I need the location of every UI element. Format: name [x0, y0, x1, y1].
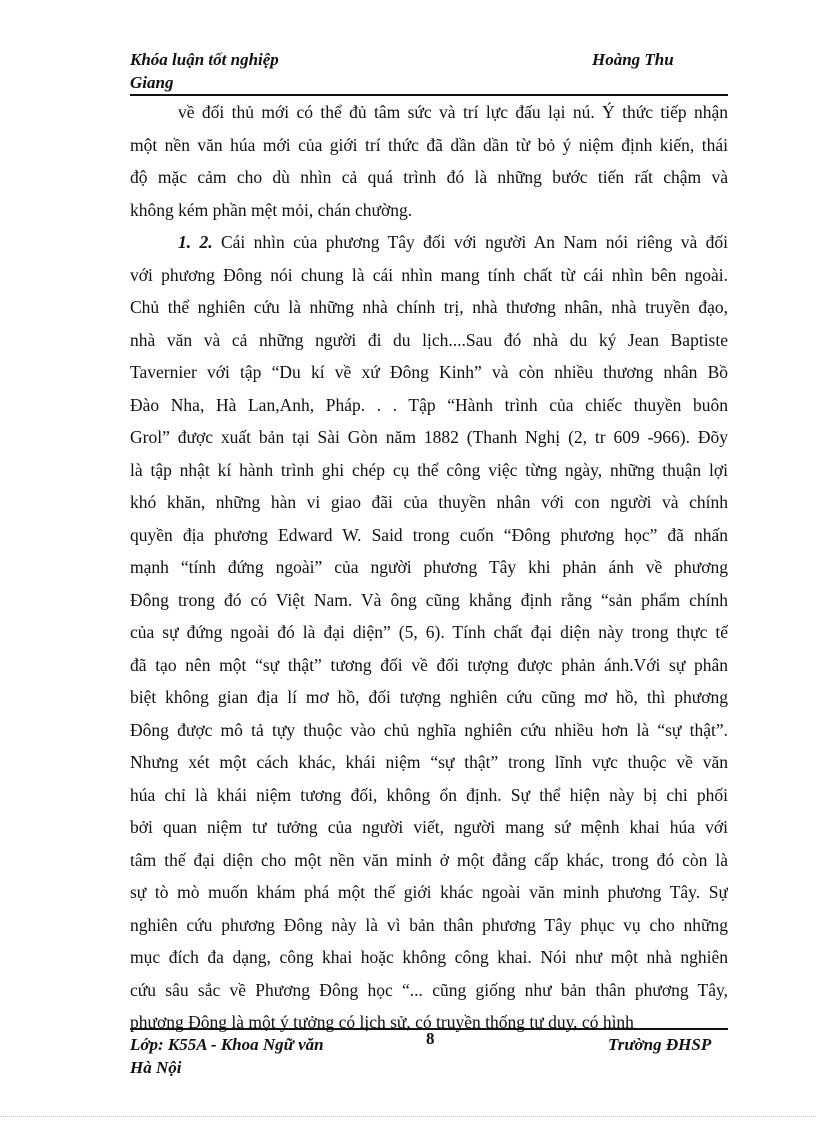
header-author-continuation: Giang: [130, 73, 174, 92]
section-line: quyền địa phương Edward W. Said trong cuốn “Đông phương học” đã nhấn: [130, 524, 728, 545]
section-line: bởi quan niệm tư tưởng của người viết, người mang sứ mệnh khai húa với: [130, 817, 728, 837]
page-header: [130, 48, 728, 94]
page-edge-divider: [0, 1116, 816, 1117]
section-line: với phương Đông nói chung là cái nhìn mang tính chất từ cái nhìn bên ngoài.: [130, 264, 728, 285]
body-line: độ mặc cảm cho dù nhìn cả quá trình đó là những bước tiến rất chậm và: [130, 167, 728, 187]
header-thesis-label: Khóa luận tốt nghiệp: [130, 50, 279, 69]
section-line: Chủ thể nghiên cứu là những nhà chính trị, nhà thương nhân, nhà truyền đạo,: [130, 297, 728, 317]
body-line: một nền văn húa mới của giới trí thức đã dần dần từ bỏ ý niệm định kiến, thái: [130, 134, 728, 155]
section-line: Tavernier với tập “Du kí về xứ Đông Kinh” và còn nhiều thương nhân Bồ: [130, 362, 728, 382]
section-line: của sự đứng ngoài đó là đại diện” (5, 6). Tính chất đại diện này trong thực tế: [130, 622, 728, 642]
header-author-name: Hoàng Thu: [592, 50, 674, 69]
footer-school-continuation: Hà Nội: [130, 1058, 182, 1077]
body-line: không kém phần mệt mỏi, chán chường.: [130, 199, 413, 220]
section-line: húa chỉ là khái niệm tương đối, không ổn định. Sự thể hiện này bị chi phối: [130, 784, 728, 805]
section-line: mục đích đa dạng, công khai hoặc không công khai. Nói như một nhà nghiên: [130, 947, 728, 967]
body-line: về đối thủ mới có thể đủ tâm sức và trí lực đấu lại nú. Ý thức tiếp nhận: [178, 102, 728, 122]
section-line: nhà văn và cả những người đi du lịch....Sau đó nhà du ký Jean Baptiste: [130, 329, 728, 350]
section-line: mạnh “tính đứng ngoài” của người phương Tây khi phản ánh về phương: [130, 557, 728, 577]
footer-class-label: Lớp: K55A - Khoa Ngữ văn: [130, 1035, 324, 1054]
page-body: [130, 96, 728, 1039]
section-line: phương Đông là một ý tưởng có lịch sử, có truyền thống tư duy, có hình: [130, 1012, 634, 1032]
section-first-line-text: Cái nhìn của phương Tây đối với người An Nam nói riêng và đối: [212, 232, 728, 252]
section-number: 1. 2.: [178, 232, 213, 252]
section-line: khó khăn, những hàn vi giao đãi của thuyền nhân với con người và chính: [130, 492, 728, 512]
section-line: biệt không gian địa lí mơ hồ, đối tượng nghiên cứu cũng mơ hồ, thì phương: [130, 687, 728, 707]
section-line: cứu sâu sắc về Phương Đông học “... cũng giống như bản thân phương Tây,: [130, 979, 728, 1000]
section-first-line: [130, 226, 728, 259]
section-line: Grol” được xuất bản tại Sài Gòn năm 1882 (Thanh Nghị (2, tr 609 -966). Đõy: [130, 427, 728, 447]
footer-school-label: Trường ĐHSP: [608, 1035, 712, 1054]
section-line: Đông trong đó có Việt Nam. Và ông cũng khẳng định rằng “sản phẩm chính: [130, 589, 728, 610]
page-footer: [130, 1028, 728, 1082]
section-line: Đào Nha, Hà Lan,Anh, Pháp. . . Tập “Hành trình của chiếc thuyền buôn: [130, 394, 728, 415]
page-number: 8: [426, 1029, 435, 1048]
section-line: tâm thế đại diện cho một nền văn minh ở một đẳng cấp khác, trong đó còn là: [130, 849, 728, 870]
section-line: Đông được mô tả tựy thuộc vào chủ nghĩa nghiên cứu nhiều hơn là “sự thật”.: [130, 719, 728, 740]
section-line: là tập nhật kí hành trình ghi chép cụ thể công việc từng ngày, những thuận lợi: [130, 459, 728, 480]
section-line: Nhưng xét một cách khác, khái niệm “sự thật” trong lĩnh vực thuộc về văn: [130, 752, 728, 772]
section-line: sự tò mò muốn khám phá một thế giới khác ngoài văn minh phương Tây. Sự: [130, 882, 728, 902]
section-line: nghiên cứu phương Đông này là vì bản thân phương Tây phục vụ cho những: [130, 914, 728, 935]
section-line: đã tạo nên một “sự thật” tương đối về đối tượng được phản ánh.Với sự phân: [130, 654, 728, 675]
